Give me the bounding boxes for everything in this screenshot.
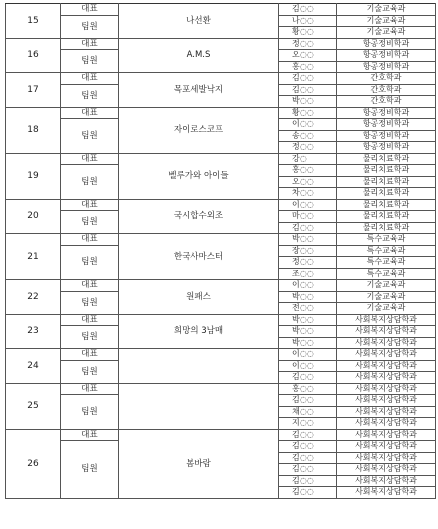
- member-name-cell: 박◌◌: [279, 337, 337, 349]
- member-name-cell: 지◌◌: [279, 418, 337, 430]
- team-number-cell: 26: [6, 429, 61, 498]
- role-member-cell: 팀원: [61, 211, 119, 234]
- table-row: [6, 280, 436, 292]
- table-row: [6, 429, 436, 441]
- member-name-cell: 박◌◌: [279, 234, 337, 246]
- member-department-cell: 사회복지상담학과: [337, 326, 436, 338]
- team-number-cell: 25: [6, 383, 61, 429]
- member-name-cell: 김◌◌: [279, 372, 337, 384]
- team-number-cell: 23: [6, 314, 61, 349]
- role-leader-cell: 대표: [61, 4, 119, 16]
- team-number-cell: 16: [6, 38, 61, 73]
- role-leader-cell: 대표: [61, 429, 119, 441]
- role-member-cell: 팀원: [61, 360, 119, 383]
- team-name-cell: 희망의 3남매: [119, 314, 279, 349]
- member-department-cell: 특수교육과: [337, 268, 436, 280]
- role-leader-cell: 대표: [61, 383, 119, 395]
- role-leader-cell: 대표: [61, 314, 119, 326]
- member-department-cell: 특수교육과: [337, 234, 436, 246]
- role-member-cell: 팀원: [61, 326, 119, 349]
- role-leader-cell: 대표: [61, 280, 119, 292]
- team-name-cell: [119, 349, 279, 384]
- team-roster-table: [5, 3, 436, 499]
- member-name-cell: 이◌◌: [279, 360, 337, 372]
- table-row: [6, 38, 436, 50]
- role-leader-cell: 대표: [61, 349, 119, 361]
- member-department-cell: 물리치료학과: [337, 188, 436, 200]
- team-number-cell: 19: [6, 153, 61, 199]
- member-department-cell: 항공정비학과: [337, 119, 436, 131]
- member-department-cell: 사회복지상담학과: [337, 372, 436, 384]
- member-name-cell: 김◌◌: [279, 222, 337, 234]
- member-name-cell: 김◌◌: [279, 452, 337, 464]
- member-name-cell: 정◌◌: [279, 142, 337, 154]
- member-department-cell: 간호학과: [337, 73, 436, 85]
- member-department-cell: 사회복지상담학과: [337, 452, 436, 464]
- member-department-cell: 사회복지상담학과: [337, 475, 436, 487]
- role-member-cell: 팀원: [61, 291, 119, 314]
- member-name-cell: 김◌◌: [279, 464, 337, 476]
- member-department-cell: 사회복지상담학과: [337, 383, 436, 395]
- member-department-cell: 물리치료학과: [337, 211, 436, 223]
- member-department-cell: 사회복지상담학과: [337, 314, 436, 326]
- member-department-cell: 간호학과: [337, 84, 436, 96]
- member-department-cell: 사회복지상담학과: [337, 349, 436, 361]
- member-department-cell: 사회복지상담학과: [337, 418, 436, 430]
- member-department-cell: 기술교육과: [337, 291, 436, 303]
- team-number-cell: 21: [6, 234, 61, 280]
- role-member-cell: 팀원: [61, 50, 119, 73]
- team-name-cell: 나선환: [119, 4, 279, 39]
- role-leader-cell: 대표: [61, 38, 119, 50]
- member-name-cell: 마◌◌: [279, 211, 337, 223]
- member-name-cell: 조◌◌: [279, 268, 337, 280]
- member-name-cell: 홍◌◌: [279, 383, 337, 395]
- table-row: [6, 107, 436, 119]
- role-member-cell: 팀원: [61, 84, 119, 107]
- role-leader-cell: 대표: [61, 73, 119, 85]
- role-member-cell: 팀원: [61, 245, 119, 280]
- role-member-cell: 팀원: [61, 165, 119, 200]
- member-name-cell: 홍◌◌: [279, 61, 337, 73]
- member-department-cell: 기술교육과: [337, 27, 436, 39]
- role-leader-cell: 대표: [61, 234, 119, 246]
- team-number-cell: 15: [6, 4, 61, 39]
- member-department-cell: 사회복지상담학과: [337, 487, 436, 499]
- team-name-cell: 벨루가와 아이들: [119, 153, 279, 199]
- team-number-cell: 22: [6, 280, 61, 315]
- member-name-cell: 이◌◌: [279, 349, 337, 361]
- member-department-cell: 항공정비학과: [337, 142, 436, 154]
- table-row: [6, 314, 436, 326]
- member-name-cell: 김◌◌: [279, 487, 337, 499]
- member-name-cell: 김◌◌: [279, 475, 337, 487]
- member-department-cell: 간호학과: [337, 96, 436, 108]
- member-department-cell: 기술교육과: [337, 280, 436, 292]
- table-row: [6, 4, 436, 16]
- member-name-cell: 오◌◌: [279, 176, 337, 188]
- member-department-cell: 기술교육과: [337, 303, 436, 315]
- member-name-cell: 박◌◌: [279, 314, 337, 326]
- team-number-cell: 24: [6, 349, 61, 384]
- role-leader-cell: 대표: [61, 107, 119, 119]
- team-number-cell: 17: [6, 73, 61, 108]
- member-department-cell: 항공정비학과: [337, 50, 436, 62]
- role-leader-cell: 대표: [61, 199, 119, 211]
- member-name-cell: 정◌◌: [279, 257, 337, 269]
- member-name-cell: 김◌◌: [279, 429, 337, 441]
- member-name-cell: 김◌◌: [279, 84, 337, 96]
- member-department-cell: 기술교육과: [337, 4, 436, 16]
- team-number-cell: 20: [6, 199, 61, 234]
- role-leader-cell: 대표: [61, 153, 119, 165]
- role-member-cell: 팀원: [61, 15, 119, 38]
- member-name-cell: 이◌◌: [279, 119, 337, 131]
- team-name-cell: 국시합수외조: [119, 199, 279, 234]
- member-department-cell: 물리치료학과: [337, 153, 436, 165]
- member-department-cell: 기술교육과: [337, 15, 436, 27]
- member-department-cell: 항공정비학과: [337, 38, 436, 50]
- member-department-cell: 특수교육과: [337, 257, 436, 269]
- member-department-cell: 사회복지상담학과: [337, 360, 436, 372]
- role-member-cell: 팀원: [61, 395, 119, 430]
- member-name-cell: 박◌◌: [279, 326, 337, 338]
- team-name-cell: 한국사마스터: [119, 234, 279, 280]
- member-name-cell: 박◌◌: [279, 291, 337, 303]
- table-row: [6, 234, 436, 246]
- member-name-cell: 차◌◌: [279, 188, 337, 200]
- member-department-cell: 물리치료학과: [337, 199, 436, 211]
- member-name-cell: 정◌◌: [279, 38, 337, 50]
- team-name-cell: 원패스: [119, 280, 279, 315]
- member-name-cell: 황◌◌: [279, 107, 337, 119]
- table-row: [6, 349, 436, 361]
- member-name-cell: 박◌◌: [279, 96, 337, 108]
- member-department-cell: 사회복지상담학과: [337, 337, 436, 349]
- table-row: [6, 73, 436, 85]
- table-row: [6, 153, 436, 165]
- team-name-cell: [119, 383, 279, 429]
- role-member-cell: 팀원: [61, 119, 119, 154]
- member-name-cell: 강◌: [279, 153, 337, 165]
- member-name-cell: 홍◌◌: [279, 165, 337, 177]
- member-department-cell: 물리치료학과: [337, 176, 436, 188]
- member-department-cell: 특수교육과: [337, 245, 436, 257]
- member-name-cell: 채◌◌: [279, 406, 337, 418]
- member-name-cell: 이◌◌: [279, 199, 337, 211]
- team-roster-sheet: [5, 3, 435, 526]
- member-department-cell: 사회복지상담학과: [337, 464, 436, 476]
- member-name-cell: 김◌◌: [279, 395, 337, 407]
- team-name-cell: A.M.S: [119, 38, 279, 73]
- member-name-cell: 나◌◌: [279, 15, 337, 27]
- member-department-cell: 사회복지상담학과: [337, 395, 436, 407]
- member-name-cell: 장◌◌: [279, 245, 337, 257]
- member-name-cell: 김◌◌: [279, 4, 337, 16]
- member-name-cell: 김◌◌: [279, 441, 337, 453]
- member-department-cell: 물리치료학과: [337, 165, 436, 177]
- member-department-cell: 항공정비학과: [337, 61, 436, 73]
- member-department-cell: 사회복지상담학과: [337, 406, 436, 418]
- member-department-cell: 항공정비학과: [337, 107, 436, 119]
- team-name-cell: 봄바람: [119, 429, 279, 498]
- member-name-cell: 전◌◌: [279, 303, 337, 315]
- table-row: [6, 199, 436, 211]
- member-department-cell: 사회복지상담학과: [337, 441, 436, 453]
- member-name-cell: 오◌◌: [279, 50, 337, 62]
- team-name-cell: 목포세발낙지: [119, 73, 279, 108]
- member-department-cell: 항공정비학과: [337, 130, 436, 142]
- member-name-cell: 송◌◌: [279, 130, 337, 142]
- member-name-cell: 이◌◌: [279, 280, 337, 292]
- role-member-cell: 팀원: [61, 441, 119, 499]
- team-roster-body: [6, 4, 436, 499]
- member-name-cell: 황◌◌: [279, 27, 337, 39]
- team-name-cell: 자이로스코프: [119, 107, 279, 153]
- table-row: [6, 383, 436, 395]
- member-department-cell: 물리치료학과: [337, 222, 436, 234]
- team-number-cell: 18: [6, 107, 61, 153]
- member-department-cell: 사회복지상담학과: [337, 429, 436, 441]
- member-name-cell: 김◌◌: [279, 73, 337, 85]
